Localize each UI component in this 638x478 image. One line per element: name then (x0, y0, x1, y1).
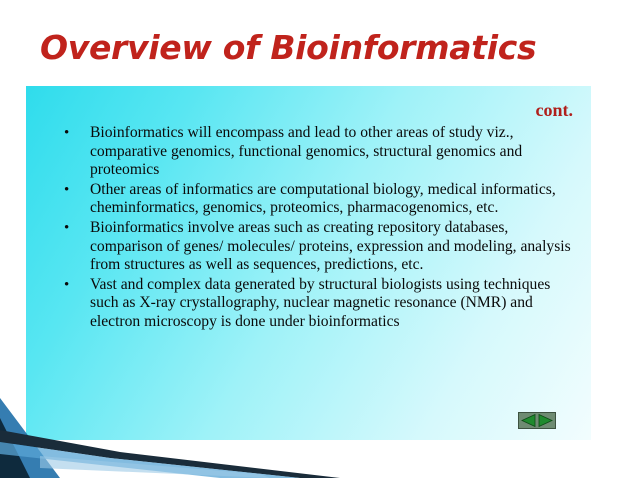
bullet-icon: • (64, 276, 70, 293)
nav-arrows-icon (519, 413, 555, 428)
arrow-right-icon (539, 415, 552, 427)
page-footer-area (0, 440, 638, 478)
cont-label: cont. (535, 100, 573, 120)
bullet-icon: • (64, 181, 70, 198)
bullet-text: Vast and complex data generated by structural biologists using techniques such as X-ray crystallography, nuclear magnetic resonance (NMR) and electron microscopy is done under bioinformatics (90, 275, 551, 330)
bullet-text: Bioinformatics involve areas such as creating repository databases, comparison of genes/ molecules/ proteins, expression and modeling, analysis from structures as well as sequences, predictions, etc. (90, 218, 571, 274)
arrow-left-icon (522, 415, 535, 427)
slide-title: Overview of Bioinformatics (40, 28, 537, 67)
bullet-list (64, 124, 579, 333)
bullet-icon: • (64, 219, 70, 236)
bullet-text: Other areas of informatics are computational biology, medical informatics, cheminformatics, genomics, proteomics, pharmacogenomics, etc. (90, 180, 556, 217)
bullet-item (64, 219, 579, 275)
bullet-text: Bioinformatics will encompass and lead to other areas of study viz., comparative genomics, functional genomics, structural genomics and proteomics (90, 124, 523, 179)
bullet-item (64, 181, 579, 218)
bullet-icon: • (64, 125, 70, 141)
nav-button[interactable] (518, 412, 556, 429)
content-panel (26, 86, 591, 440)
bullet-item (64, 124, 579, 180)
bullet-item (64, 276, 579, 332)
